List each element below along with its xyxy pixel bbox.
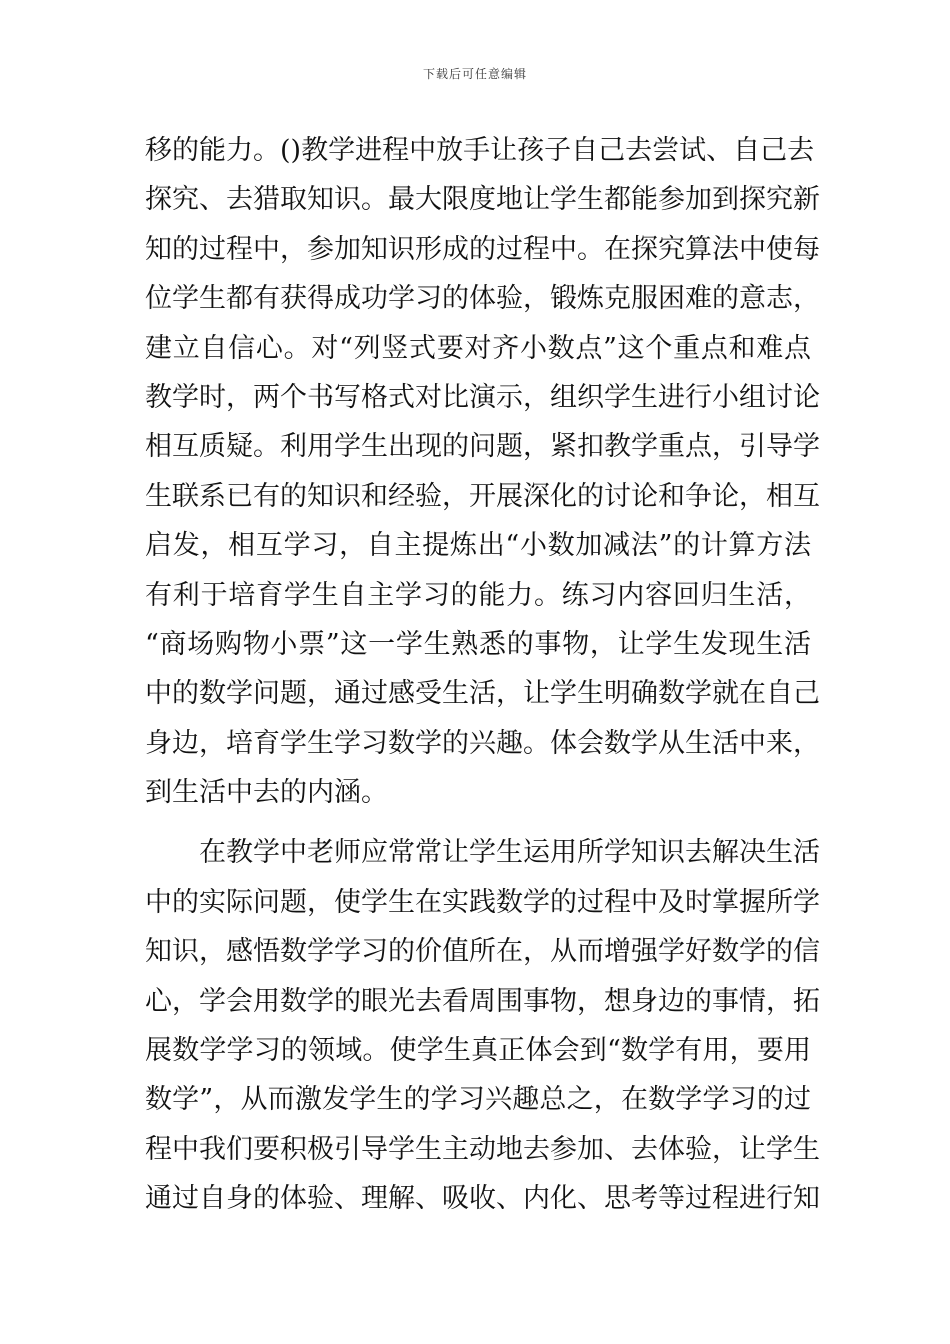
- text-line: 相互质疑。利用学生出现的问题，紧扣教学重点，引导学: [145, 431, 820, 463]
- text-line: 中的数学问题，通过感受生活，让学生明确数学就在自己: [145, 678, 820, 710]
- text-line: 身边，培育学生学习数学的兴趣。体会数学从生活中来，: [145, 727, 820, 759]
- text-line: 有利于培育学生自主学习的能力。练习内容回归生活，: [145, 579, 811, 611]
- text-line: 探究、去猎取知识。最大限度地让学生都能参加到探究新: [145, 184, 820, 216]
- document-body: [145, 126, 820, 1224]
- paragraph-1: [145, 126, 820, 817]
- text-line: 移的能力。()教学进程中放手让孩子自己去尝试、自己去: [145, 135, 815, 166]
- text-line: 数学”，从而激发学生的学习兴趣总之，在数学学习的过: [145, 1084, 811, 1116]
- text-line: 展数学学习的领域。使学生真正体会到“数学有用，要用: [145, 1035, 811, 1067]
- text-line: “商场购物小票”这一学生熟悉的事物，让学生发现生活: [145, 628, 811, 660]
- paragraph-2: [145, 828, 820, 1223]
- text-line: 到生活中去的内涵。: [145, 777, 388, 809]
- text-line: 建立自信心。对“列竖式要对齐小数点”这个重点和难点: [145, 332, 811, 364]
- text-line: 生联系已有的知识和经验，开展深化的讨论和争论，相互: [145, 480, 820, 512]
- page-header: 下载后可任意编辑: [422, 67, 527, 81]
- paragraph-spacer: [145, 817, 811, 828]
- text-line: 通过自身的体验、理解、吸收、内化、思考等过程进行知: [145, 1183, 820, 1215]
- text-line: 位学生都有获得成功学习的体验，锻炼克服困难的意志，: [145, 283, 820, 315]
- text-line: 心，学会用数学的眼光去看周围事物，想身边的事情，拓: [145, 985, 820, 1017]
- text-line: 程中我们要积极引导学生主动地去参加、去体验，让学生: [145, 1133, 820, 1165]
- text-line: 教学时，两个书写格式对比演示，组织学生进行小组讨论: [145, 381, 820, 413]
- text-line: 在教学中老师应常常让学生运用所学知识去解决生活: [145, 837, 820, 869]
- text-line: 中的实际问题，使学生在实践数学的过程中及时掌握所学: [145, 886, 820, 918]
- text-line: 知识，感悟数学学习的价值所在，从而增强学好数学的信: [145, 936, 820, 968]
- text-line: 知的过程中，参加知识形成的过程中。在探究算法中使每: [145, 233, 820, 265]
- text-line: 启发，相互学习，自主提炼出“小数加减法”的计算方法: [145, 530, 811, 562]
